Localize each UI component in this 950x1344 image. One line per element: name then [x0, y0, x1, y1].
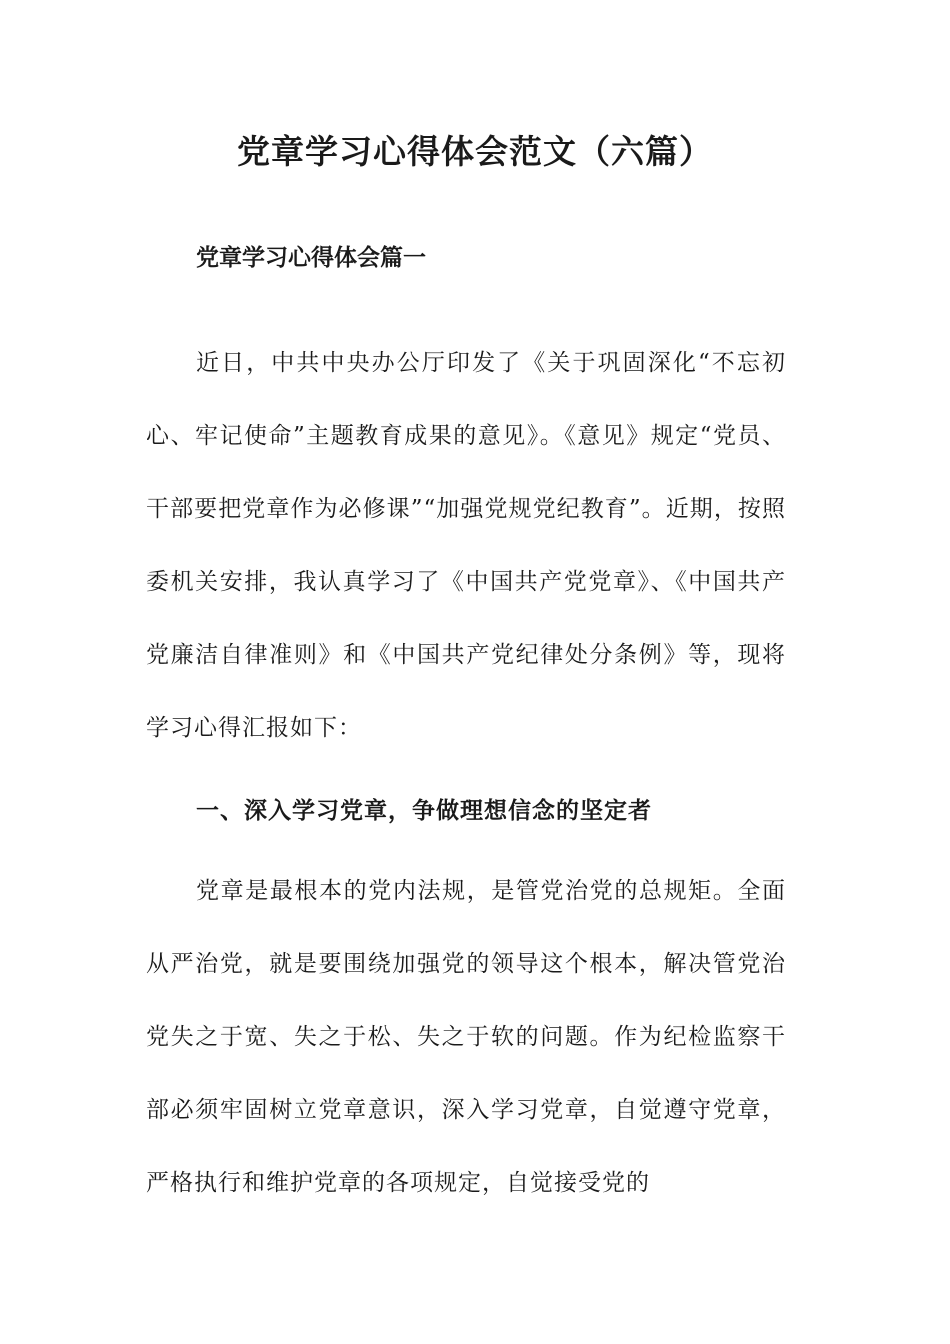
paragraph-intro: 近日，中共中央办公厅印发了《关于巩固深化“不忘初心、牢记使命”主题教育成果的意见》。《意见》规定“党员、干部要把党章作为必修课”“加强党规党纪教育”。近期，按照委机关安排，我认真学习了《中国共产党党章》、《中国共产党廉洁自律准则》和《中国共产党纪律处分条例》等，现将学习心得汇报如下： — [146, 350, 786, 741]
sub-heading-1: 一、深入学习党章，争做理想信念的坚定者 — [196, 798, 652, 824]
section-title: 党章学习心得体会篇一 — [196, 245, 426, 271]
paragraph-body: 党章是最根本的党内法规，是管党治党的总规矩。全面从严治党，就是要围绕加强党的领导这个根本，解决管党治党失之于宽、失之于松、失之于软的问题。作为纪检监察干部必须牢固树立党章意识，深入学习党章，自觉遵守党章，严格执行和维护党章的各项规定，自觉接受党的 — [146, 878, 786, 1196]
document-title: 党章学习心得体会范文（六篇） — [237, 132, 713, 171]
